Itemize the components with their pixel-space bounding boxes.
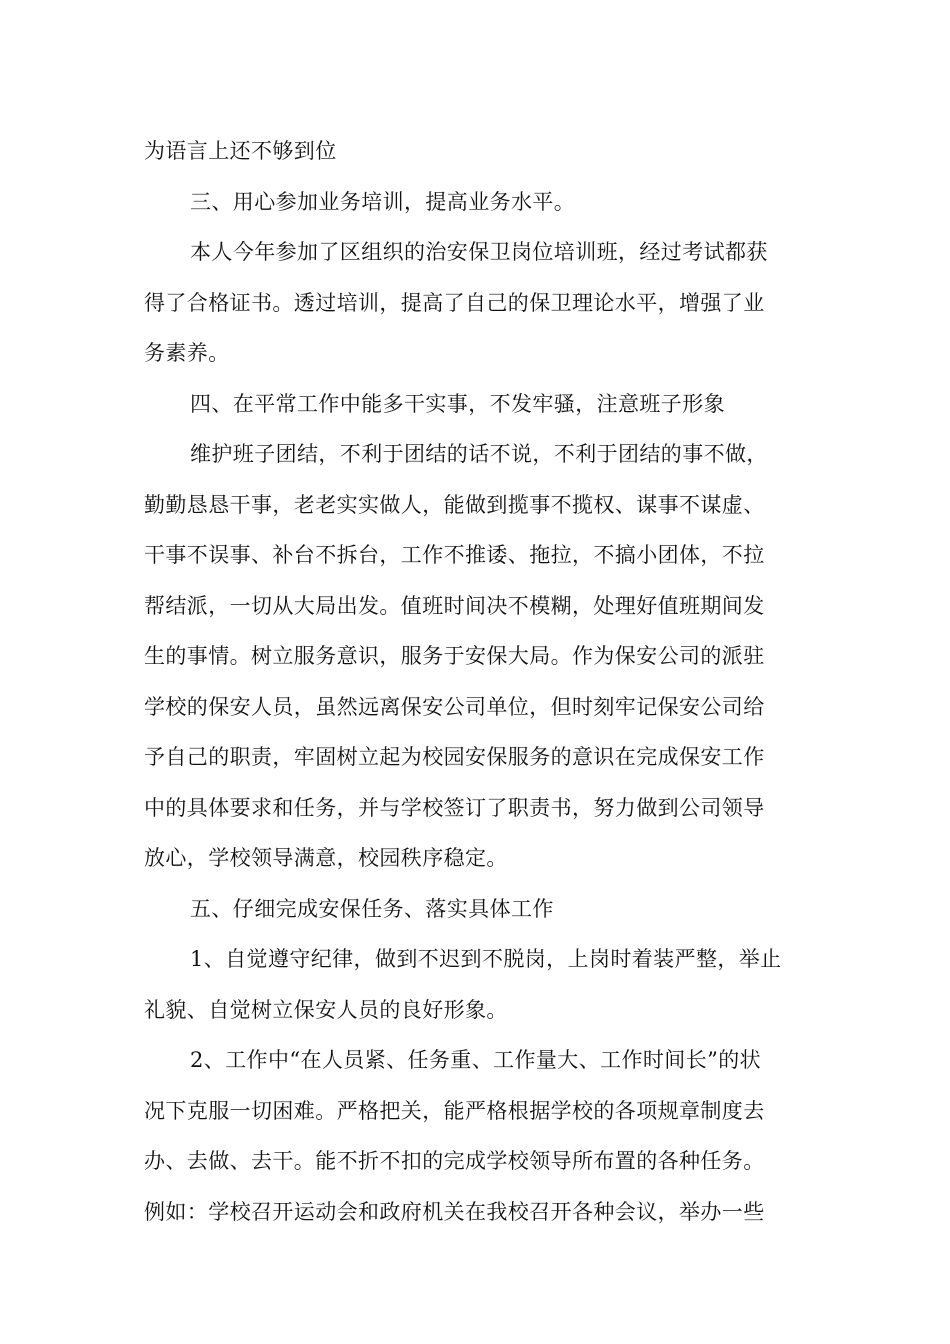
text-line: 1、自觉遵守纪律，做到不迟到不脱岗，上岗时着装严整，举止 — [190, 947, 782, 971]
text-line: 五、仔细完成安保任务、落实具体工作 — [190, 896, 554, 921]
text-line: 干事不误事、补台不拆台，工作不推诿、拖拉，不搞小团体，不拉 — [144, 543, 765, 567]
document-body — [144, 126, 808, 1237]
text-line: 中的具体要求和任务，并与学校签订了职责书，努力做到公司领导 — [144, 795, 765, 820]
text-line: 务素养。 — [144, 341, 230, 365]
text-line: 予自己的职责，牢固树立起为校园安保服务的意识在完成保安工作 — [144, 745, 765, 769]
text-line: 本人今年参加了区组织的治安保卫岗位培训班，经过考试都获 — [190, 240, 768, 264]
text-line: 勤勤恳恳干事，老老实实做人，能做到揽事不揽权、谋事不谋虚、 — [144, 492, 765, 517]
text-line: 礼貌、自觉树立保安人员的良好形象。 — [144, 997, 508, 1022]
paragraph-team-unity — [144, 429, 808, 884]
paragraph-continuation — [144, 126, 808, 177]
text-line: 办、去做、去干。能不折不扣的完成学校领导所布置的各种任务。 — [144, 1149, 765, 1173]
text-line: 得了合格证书。透过培训，提高了自己的保卫理论水平，增强了业 — [144, 290, 765, 315]
section-heading-5 — [144, 884, 808, 935]
text-line: 况下克服一切困难。严格把关，能严格根据学校的各项规章制度去 — [144, 1098, 765, 1123]
text-line: 三、用心参加业务培训，提高业务水平。 — [190, 189, 576, 214]
paragraph-training — [144, 227, 808, 379]
text-line: 放心，学校领导满意，校园秩序稳定。 — [144, 846, 508, 870]
text-line: 2、工作中“在人员紧、任务重、工作量大、工作时间长”的状 — [190, 1048, 762, 1072]
text-line: 四、在平常工作中能多干实事，不发牢骚，注意班子形象 — [190, 391, 725, 416]
text-line: 生的事情。树立服务意识，服务于安保大局。作为保安公司的派驻 — [144, 644, 765, 668]
text-line: 学校的保安人员，虽然远离保安公司单位，但时刻牢记保安公司给 — [144, 694, 765, 719]
section-heading-4 — [144, 379, 808, 430]
paragraph-item-2 — [144, 1035, 808, 1237]
text-line: 为语言上还不够到位 — [144, 139, 337, 163]
text-line: 帮结派，一切从大局出发。值班时间决不模糊，处理好值班期间发 — [144, 593, 765, 618]
section-heading-3 — [144, 177, 808, 228]
text-line: 维护班子团结，不利于团结的话不说，不利于团结的事不做， — [190, 442, 768, 466]
paragraph-item-1 — [144, 934, 808, 1035]
text-line: 例如：学校召开运动会和政府机关在我校召开各种会议，举办一些 — [144, 1199, 765, 1224]
